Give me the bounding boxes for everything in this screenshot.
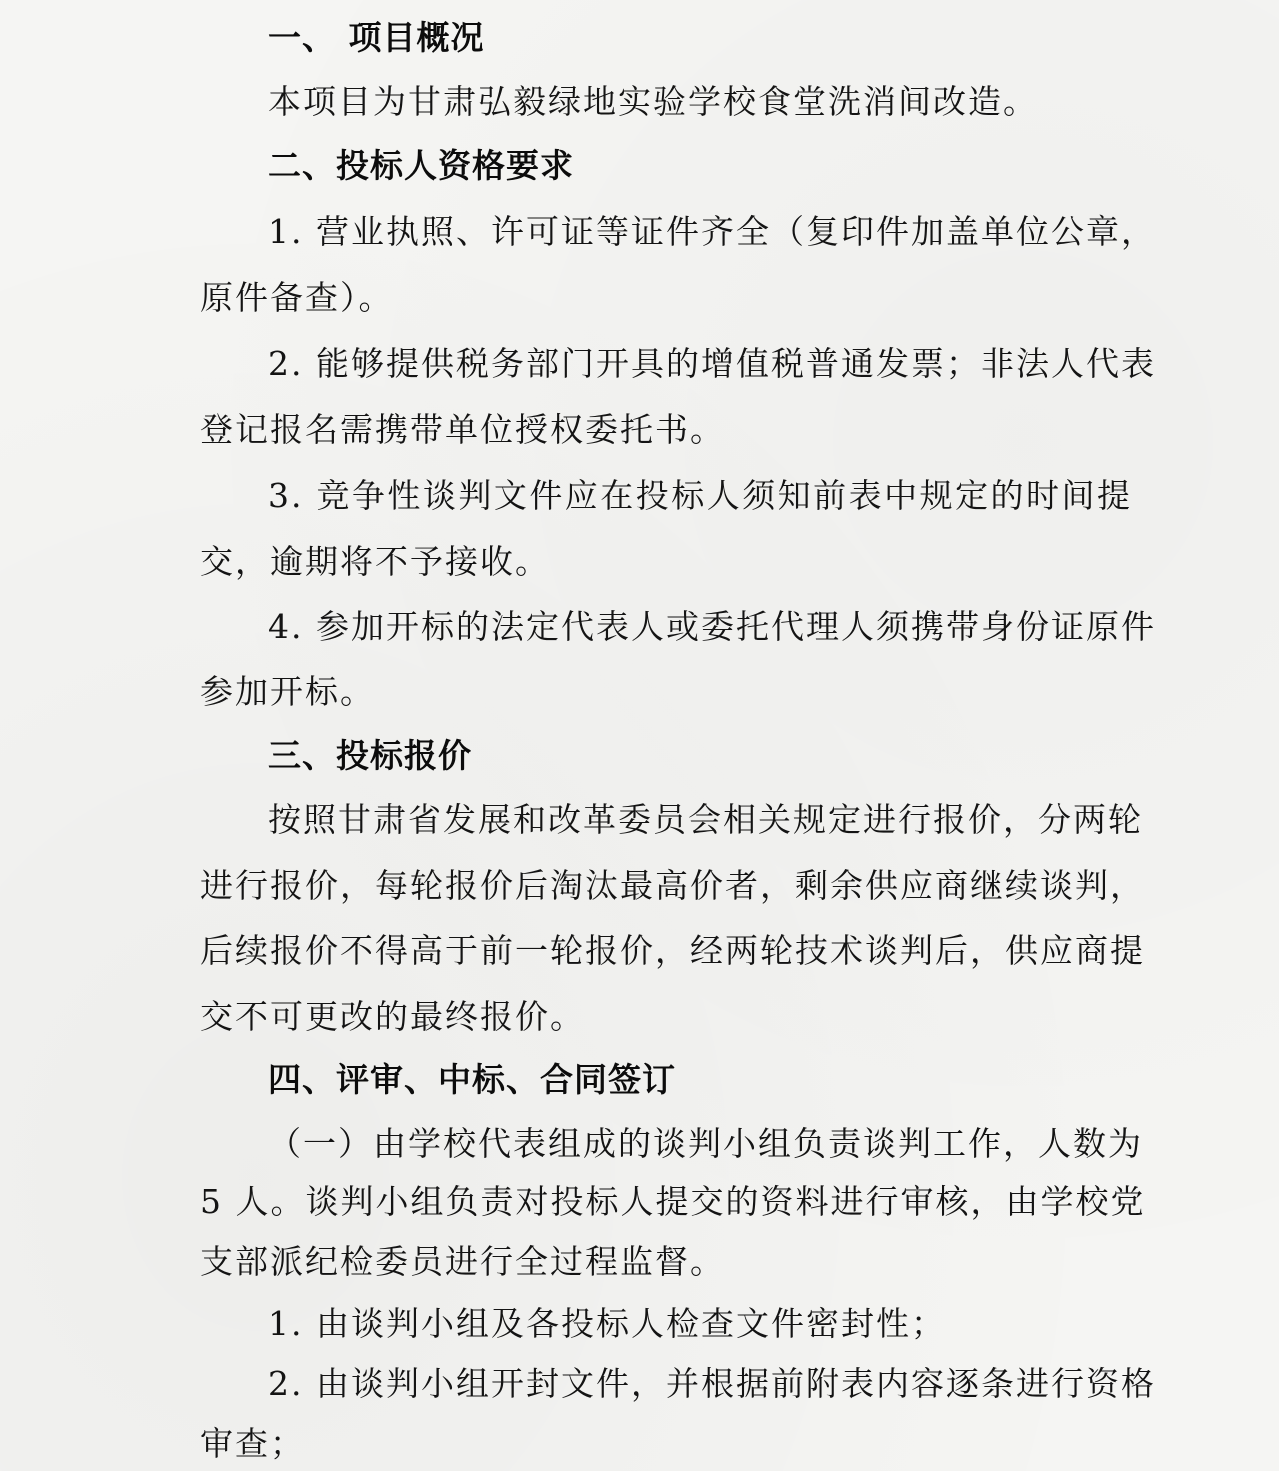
paragraph-line: 交，逾期将不予接收。 bbox=[200, 542, 550, 581]
paragraph-line: 参加开标。 bbox=[200, 672, 375, 711]
paragraph-line: 后续报价不得高于前一轮报价，经两轮技术谈判后，供应商提 bbox=[200, 931, 1145, 970]
paragraph-line: 本项目为甘肃弘毅绿地实验学校食堂洗消间改造。 bbox=[268, 82, 1038, 121]
paragraph-line: 原件备查）。 bbox=[200, 278, 394, 317]
paragraph-line: 审查； bbox=[200, 1424, 305, 1463]
paragraph-line: 1. 由谈判小组及各投标人检查文件密封性； bbox=[268, 1304, 946, 1343]
paragraph-line: 2. 能够提供税务部门开具的增值税普通发票；非法人代表 bbox=[268, 344, 1156, 383]
paragraph-line: 按照甘肃省发展和改革委员会相关规定进行报价，分两轮 bbox=[268, 800, 1143, 839]
paragraph-line: （一）由学校代表组成的谈判小组负责谈判工作，人数为 bbox=[268, 1124, 1143, 1163]
paragraph-line: 交不可更改的最终报价。 bbox=[200, 997, 585, 1036]
paragraph-line: 支部派纪检委员进行全过程监督。 bbox=[200, 1242, 725, 1281]
section-heading-evaluation-award-contract: 四、评审、中标、合同签订 bbox=[268, 1060, 676, 1099]
section-heading-bid-quotation: 三、投标报价 bbox=[268, 736, 472, 775]
paragraph-line: 3. 竞争性谈判文件应在投标人须知前表中规定的时间提 bbox=[268, 476, 1132, 515]
paragraph-line: 进行报价，每轮报价后淘汰最高价者，剩余供应商继续谈判， bbox=[200, 866, 1145, 905]
section-heading-bidder-qualifications: 二、投标人资格要求 bbox=[268, 146, 574, 185]
section-heading-project-overview: 一、 项目概况 bbox=[268, 18, 485, 57]
paragraph-line: 2. 由谈判小组开封文件，并根据前附表内容逐条进行资格 bbox=[268, 1364, 1156, 1403]
paragraph-line: 5 人。谈判小组负责对投标人提交的资料进行审核，由学校党 bbox=[200, 1182, 1146, 1221]
paragraph-line: 4. 参加开标的法定代表人或委托代理人须携带身份证原件 bbox=[268, 607, 1156, 646]
paragraph-line: 1. 营业执照、许可证等证件齐全（复印件加盖单位公章， bbox=[268, 212, 1156, 251]
paragraph-line: 登记报名需携带单位授权委托书。 bbox=[200, 410, 725, 449]
